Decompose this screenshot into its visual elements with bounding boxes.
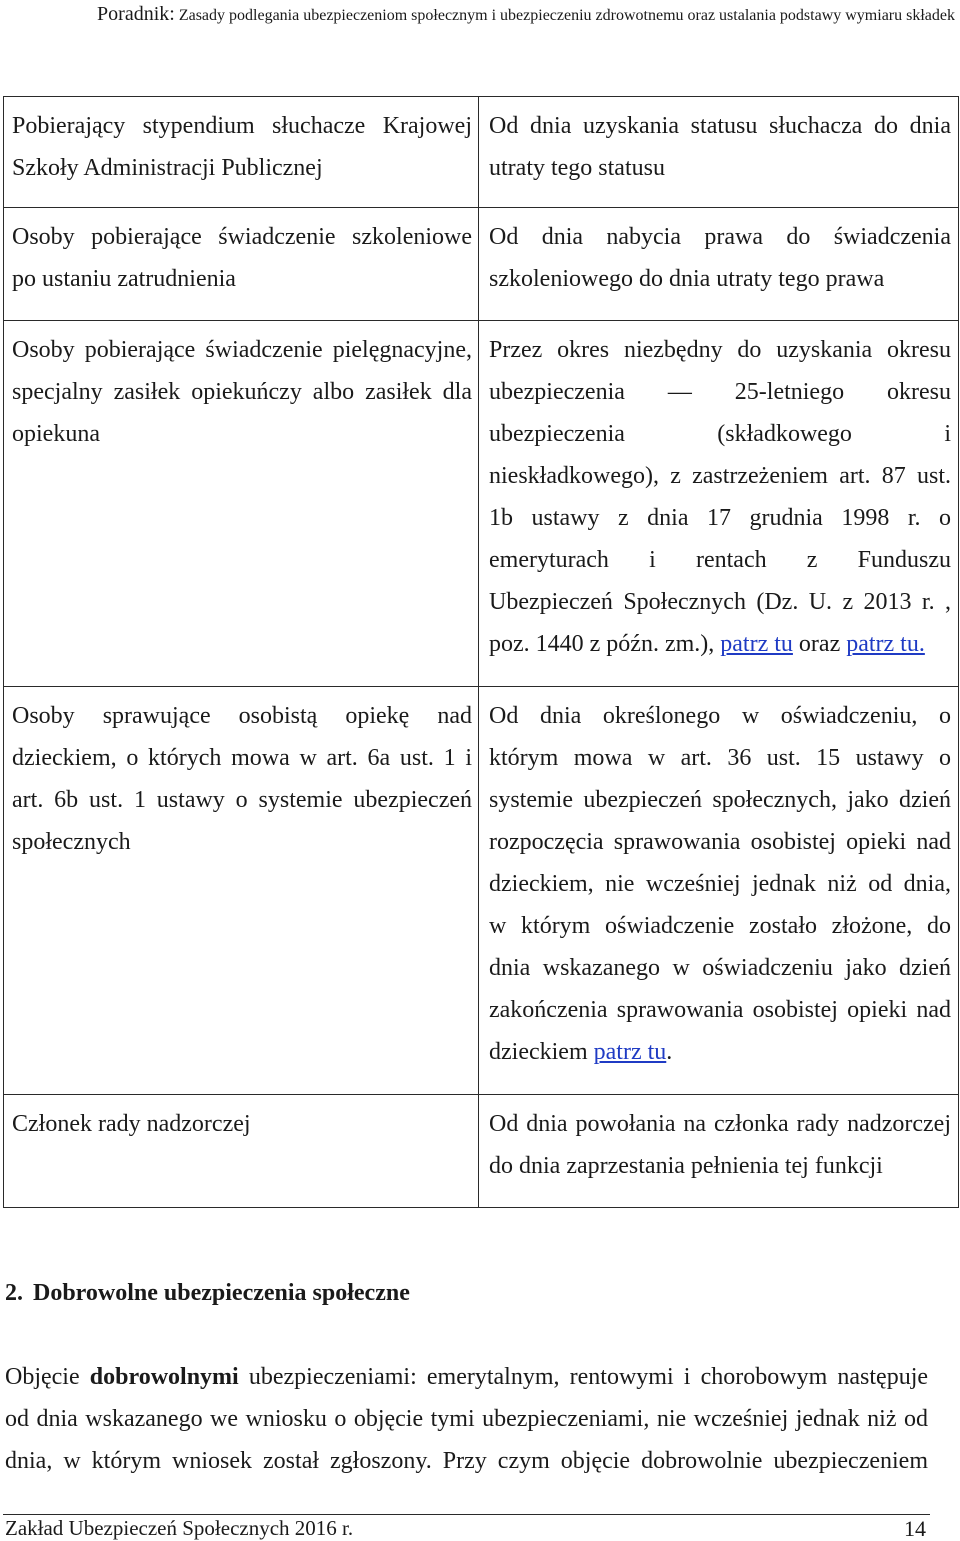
coverage-period-cell xyxy=(479,687,958,1094)
table-row xyxy=(4,687,958,1095)
text-line: dnia, w którym wniosek został zgłoszony. Przy czym objęcie dobrowolnie ubezpieczeniem xyxy=(5,1448,928,1474)
text-line xyxy=(489,1031,951,1073)
text-segment: oraz xyxy=(792,631,847,657)
text-line: nieskładkowego), z zastrzeżeniem art. 87 ust. xyxy=(489,463,951,489)
text-line: systemie ubezpieczeń społecznych, jako dzień xyxy=(489,787,951,813)
text-line: ubezpieczenia (składkowego i xyxy=(489,421,951,447)
text-line: 1b ustawy z dnia 17 grudnia 1998 r. o xyxy=(489,505,951,531)
section-number: 2. xyxy=(5,1280,23,1306)
coverage-table xyxy=(3,96,959,1208)
bold-term: dobrowolnymi xyxy=(89,1364,239,1390)
text-line: szkoleniowego do dnia utraty tego prawa xyxy=(489,266,885,292)
text-segment: Objęcie xyxy=(5,1364,90,1390)
text-line xyxy=(5,1356,928,1398)
text-line: dzieckiem, o których mowa w art. 6a ust. 1 i xyxy=(12,745,472,771)
header-title: Zasady podlegania ubezpieczeniom społecznym i ubezpieczeniu zdrowotnemu oraz ustalania podstawy wymiaru składek xyxy=(178,7,955,24)
section-title: Dobrowolne ubezpieczenia społeczne xyxy=(33,1280,410,1306)
text-line: opiekuna xyxy=(12,421,100,447)
insured-group-cell xyxy=(4,687,479,1094)
text-line: specjalny zasiłek opiekuńczy albo zasiłek dla xyxy=(12,379,472,405)
text-line: Od dnia nabycia prawa do świadczenia xyxy=(489,224,951,250)
text-line: Członek rady nadzorczej xyxy=(12,1111,251,1137)
text-line: dzieckiem, nie wcześniej jednak niż od dnia, xyxy=(489,871,951,897)
coverage-period-cell xyxy=(479,97,958,207)
page-number: 14 xyxy=(904,1516,926,1541)
text-line: Osoby sprawujące osobistą opiekę nad xyxy=(12,703,472,729)
text-line: Przez okres niezbędny do uzyskania okresu xyxy=(489,337,951,363)
text-line: Pobierający stypendium słuchacze Krajowej xyxy=(12,113,472,139)
text-segment: ubezpieczeniami: emerytalnym, rentowymi i chorobowym następuje xyxy=(238,1364,929,1390)
text-line: Od dnia określonego w oświadczeniu, o xyxy=(489,703,951,729)
patrz-tu-link[interactable]: patrz tu. xyxy=(846,631,925,657)
text-segment: . xyxy=(666,1039,673,1065)
coverage-period-cell xyxy=(479,208,958,320)
text-line: art. 6b ust. 1 ustawy o systemie ubezpieczeń xyxy=(12,787,472,813)
running-header xyxy=(97,2,955,28)
patrz-tu-link[interactable]: patrz tu xyxy=(720,631,793,657)
text-line: do dnia zaprzestania pełnienia tej funkcji xyxy=(489,1153,883,1179)
table-row xyxy=(4,1095,958,1207)
text-line: Od dnia powołania na członka rady nadzorczej xyxy=(489,1111,951,1137)
text-line: dnia wskazanego w oświadczeniu jako dzień xyxy=(489,955,951,981)
text-line: po ustaniu zatrudnienia xyxy=(12,266,236,292)
footer-organization: Zakład Ubezpieczeń Społecznych 2016 r. xyxy=(5,1516,354,1540)
text-line: od dnia wskazanego we wniosku o objęcie tymi ubezpieczeniami, nie wcześniej jednak niż od xyxy=(5,1406,928,1432)
text-line: społecznych xyxy=(12,829,131,855)
text-line: którym mowa w art. 36 ust. 15 ustawy o xyxy=(489,745,951,771)
text-line: Ubezpieczeń Społecznych (Dz. U. z 2013 r. , xyxy=(489,589,951,615)
table-row xyxy=(4,97,958,208)
table-row xyxy=(4,321,958,687)
patrz-tu-link[interactable]: patrz tu xyxy=(593,1039,667,1065)
table-row xyxy=(4,208,958,321)
text-segment: poz. 1440 z późn. zm.), xyxy=(489,631,721,657)
insured-group-cell xyxy=(4,1095,479,1207)
text-segment: dzieckiem xyxy=(489,1039,594,1065)
text-line: zakończenia sprawowania osobistej opieki nad xyxy=(489,997,951,1023)
section-paragraph xyxy=(5,1356,928,1482)
insured-group-cell xyxy=(4,321,479,686)
text-line: Szkoły Administracji Publicznej xyxy=(12,155,323,181)
text-line: ubezpieczenia — 25-letniego okresu xyxy=(489,379,951,405)
text-line: emeryturach i rentach z Funduszu xyxy=(489,547,951,573)
text-line: Osoby pobierające świadczenie szkoleniowe xyxy=(12,224,472,250)
text-line: Osoby pobierające świadczenie pielęgnacyjne, xyxy=(12,337,472,363)
text-line xyxy=(489,623,951,665)
section-heading xyxy=(5,1272,410,1314)
coverage-period-cell xyxy=(479,321,958,686)
insured-group-cell xyxy=(4,208,479,320)
text-line: utraty tego statusu xyxy=(489,155,665,181)
header-prefix: Poradnik: xyxy=(97,3,175,25)
text-line: w którym oświadczenie zostało złożone, do xyxy=(489,913,951,939)
insured-group-cell xyxy=(4,97,479,207)
text-line: Od dnia uzyskania statusu słuchacza do dnia xyxy=(489,113,951,139)
footer-divider xyxy=(3,1514,930,1515)
coverage-period-cell xyxy=(479,1095,958,1207)
text-line: rozpoczęcia sprawowania osobistej opieki nad xyxy=(489,829,951,855)
